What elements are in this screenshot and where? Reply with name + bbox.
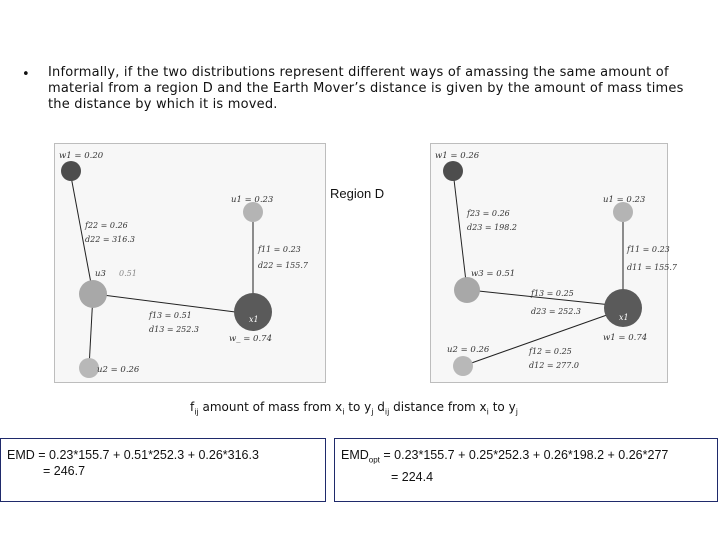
caption-to-y: to y (344, 400, 372, 414)
label-d11: d11 = 155.7 (627, 263, 677, 272)
caption-x2-sub: i (486, 407, 489, 417)
label-x1: x1 (249, 315, 259, 324)
caption-distance-text: distance from x (389, 400, 487, 414)
label-f23: f23 = 0.26 (467, 209, 510, 218)
emd-opt-formula-result: = 224.4 (391, 469, 434, 484)
emd-opt-prefix: EMD (341, 448, 369, 462)
label-u3-value: 0.51 (119, 269, 137, 278)
label-f12: f12 = 0.25 (529, 347, 572, 356)
caption-to-y2: to y (488, 400, 516, 414)
label-x1-weight: w1 = 0.74 (603, 333, 648, 343)
label-f11: f11 = 0.23 (627, 245, 670, 254)
label-d22: d22 = 316.3 (85, 235, 135, 244)
label-f13: f13 = 0.51 (149, 311, 192, 320)
node-u2 (79, 358, 99, 378)
caption-f-sub: ij (194, 407, 199, 417)
label-f11: f11 = 0.23 (258, 245, 301, 254)
node-u1 (613, 202, 633, 222)
label-w1: w1 = 0.20 (59, 151, 104, 161)
label-x1-weight: w_ = 0.74 (229, 334, 272, 344)
label-d13: d23 = 252.3 (531, 307, 581, 316)
node-w3 (454, 277, 480, 303)
emd-formula-result: = 246.7 (43, 464, 86, 478)
label-w1: w1 = 0.26 (435, 151, 480, 161)
flow-line-w1-w3 (453, 171, 467, 290)
emd-figure-right (430, 143, 677, 383)
emd-opt-formula-box (334, 438, 718, 502)
emd-formula-line1: EMD = 0.23*155.7 + 0.51*252.3 + 0.26*316.3 (7, 448, 259, 462)
label-d13: d13 = 252.3 (149, 325, 199, 334)
label-x1: x1 (619, 313, 629, 322)
emd-opt-sub: opt (368, 455, 380, 465)
label-f13: f13 = 0.25 (531, 289, 574, 298)
emd-diagram-left (55, 144, 325, 382)
caption-f: f (190, 400, 195, 414)
notation-caption (190, 400, 518, 416)
label-d23: d23 = 198.2 (467, 223, 517, 232)
region-d-label: Region D (330, 186, 385, 201)
emd-figure-left (54, 143, 326, 383)
caption-d-sub: ij (384, 407, 390, 417)
emd-opt-formula-line1: = 0.23*155.7 + 0.25*252.3 + 0.26*198.2 + 0.26*277 (379, 448, 669, 462)
node-w1 (61, 161, 81, 181)
label-u2: u2 = 0.26 (447, 345, 490, 355)
caption-y-sub: j (371, 407, 374, 417)
label-d12: d12 = 277.0 (529, 361, 579, 370)
bullet-marker: • (22, 67, 30, 82)
label-w3: w3 = 0.51 (471, 269, 516, 279)
emd-diagram-right (431, 144, 677, 382)
caption-y2-sub: j (515, 407, 518, 417)
emd-formula-box (0, 438, 326, 502)
caption-mass-text: amount of mass from x (198, 400, 343, 414)
node-u2 (453, 356, 473, 376)
caption-d: d (373, 400, 385, 414)
label-u1: u1 = 0.23 (603, 195, 646, 205)
flow-line-u2-x1 (463, 310, 621, 366)
label-u2: u2 = 0.26 (97, 365, 140, 375)
node-u3 (79, 280, 107, 308)
node-x1 (234, 293, 272, 331)
label-d11: d22 = 155.7 (258, 261, 308, 270)
label-u3: u3 (95, 269, 106, 279)
node-u1 (243, 202, 263, 222)
flow-line-w1-u3 (70, 171, 93, 294)
label-u1: u1 = 0.23 (231, 195, 274, 205)
bullet-paragraph: Informally, if the two distributions represent different ways of amassing the same amount of material from a region D and the Earth Mover’s distance is given by the amount of mass times the distance by which it is moved. (48, 65, 684, 112)
caption-x-sub: i (342, 407, 345, 417)
label-f22: f22 = 0.26 (85, 221, 128, 230)
node-w1 (443, 161, 463, 181)
